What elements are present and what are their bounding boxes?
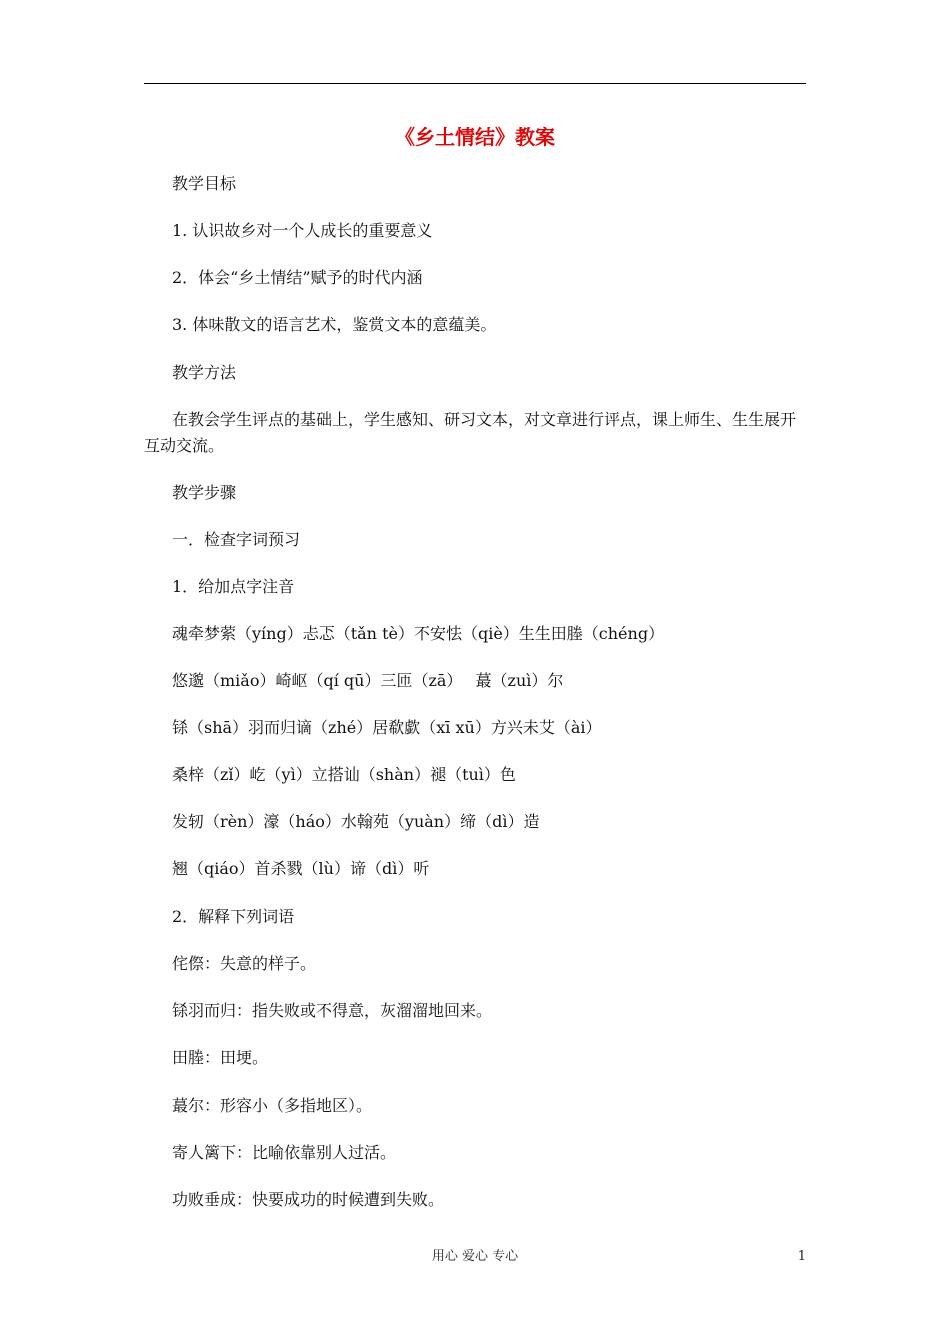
definition-item: 寄人篱下：比喻依靠别人过活。 bbox=[172, 1143, 397, 1162]
pinyin-line: 翘（qiáo）首杀戮（lù）谛（dì）听 bbox=[172, 859, 430, 878]
pinyin-line: 桑梓（zǐ）屹（yì）立搭讪（shàn）褪（tuì）色 bbox=[172, 765, 516, 784]
sub1-heading: 1．给加点字注音 bbox=[172, 577, 295, 596]
page-number: 1 bbox=[797, 1249, 806, 1264]
pinyin-line: 铩（shā）羽而归谪（zhé）居欷歔（xī xū）方兴未艾（ài） bbox=[172, 718, 602, 737]
goals-heading: 教学目标 bbox=[172, 174, 237, 193]
definition-item: 铩羽而归：指失败或不得意，灰溜溜地回来。 bbox=[172, 1001, 493, 1020]
method-paragraph: 在教会学生评点的基础上，学生感知、研习文本，对文章进行评点，课上师生、生生展开互动交流。 bbox=[144, 410, 797, 455]
step1-heading: 一．检查字词预习 bbox=[172, 530, 301, 549]
definition-item: 侘傺：失意的样子。 bbox=[172, 954, 317, 973]
goal-item: 3. 体味散文的语言艺术，鉴赏文本的意蕴美。 bbox=[172, 315, 497, 334]
pinyin-line: 悠邈（miǎo）崎岖（qí qū）三匝（zā） 蕞（zuì）尔 bbox=[172, 671, 564, 690]
definition-item: 田塍：田埂。 bbox=[172, 1048, 269, 1067]
sub2-heading: 2．解释下列词语 bbox=[172, 907, 295, 926]
method-heading: 教学方法 bbox=[172, 363, 237, 382]
steps-heading: 教学步骤 bbox=[172, 483, 237, 502]
definition-item: 功败垂成：快要成功的时候遭到失败。 bbox=[172, 1190, 445, 1209]
header-rule bbox=[144, 83, 806, 84]
pinyin-line: 魂牵梦萦（yíng）忐忑（tǎn tè）不安怯（qiè）生生田塍（chéng） bbox=[172, 624, 665, 643]
pinyin-line: 发轫（rèn）濠（háo）水翰苑（yuàn）缔（dì）造 bbox=[172, 812, 540, 831]
goal-item: 1. 认识故乡对一个人成长的重要意义 bbox=[172, 221, 433, 240]
document-title: 《乡土情结》教案 bbox=[395, 125, 555, 149]
definition-item: 蕞尔：形容小（多指地区）。 bbox=[172, 1096, 373, 1115]
footer-motto: 用心 爱心 专心 bbox=[431, 1249, 519, 1264]
goal-item: 2．体会“乡土情结”赋予的时代内涵 bbox=[172, 268, 423, 287]
